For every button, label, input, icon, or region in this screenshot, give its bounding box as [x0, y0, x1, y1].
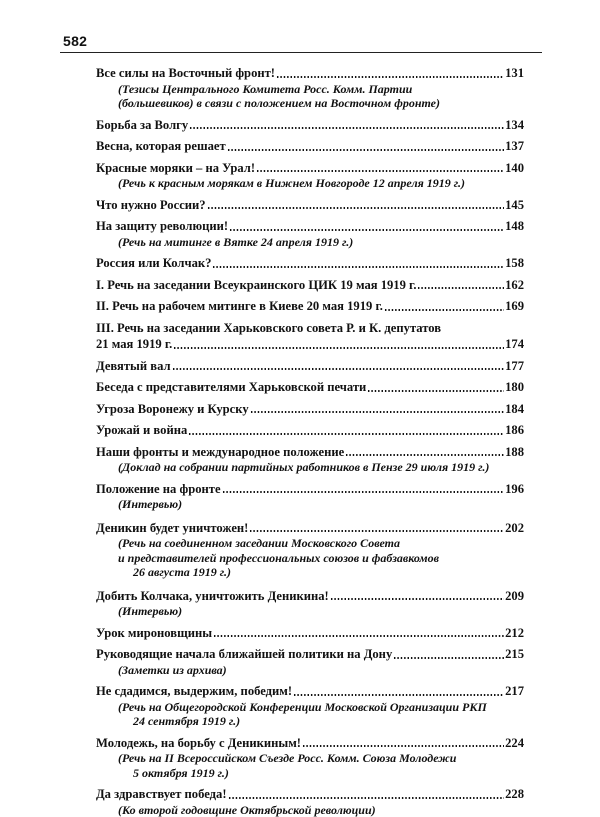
dot-leader — [276, 76, 504, 78]
toc-entry-note: (Речь на митинге в Вятке 24 апреля 1919 г.) — [96, 235, 524, 250]
toc-entry-page: 145 — [505, 197, 524, 214]
toc-entry-page: 215 — [505, 646, 524, 663]
toc-entry-page: 158 — [505, 255, 524, 272]
dot-leader — [228, 797, 505, 799]
toc-entry-title: Не сдадимся, выдержим, победим! — [96, 683, 292, 700]
dot-leader — [384, 309, 504, 311]
dot-leader — [393, 657, 504, 659]
toc-entry-title: Наши фронты и международное положение — [96, 444, 344, 461]
toc-entry-page: 202 — [505, 520, 524, 537]
toc-entry-title: Да здравствует победа! — [96, 786, 227, 803]
toc-entry — [96, 444, 524, 475]
dot-leader — [189, 127, 504, 129]
dot-leader — [222, 491, 505, 493]
toc-entry-note: (Доклад на собрании партийных работников в Пензе 29 июля 1919 г.) — [96, 460, 524, 475]
toc-entry-page: 186 — [505, 422, 524, 439]
dot-leader — [302, 745, 504, 747]
toc-entry-page: 162 — [505, 277, 524, 294]
toc-entry-title: Весна, которая решает — [96, 138, 226, 155]
page-number: 582 — [63, 33, 87, 49]
toc-entry-note: (Речь на соединенном заседании Московского Совета — [96, 536, 524, 551]
dot-leader — [250, 411, 504, 413]
toc-entry-page: 217 — [505, 683, 524, 700]
toc-entry — [96, 117, 524, 134]
toc-entry-note: (Заметки из архива) — [96, 663, 524, 678]
toc-entry — [96, 65, 524, 111]
toc-entry-title: На защиту революции! — [96, 218, 228, 235]
dot-leader — [227, 149, 504, 151]
toc-entry-title: Борьба за Волгу — [96, 117, 188, 134]
toc-entry — [96, 625, 524, 642]
toc-entry-title: Красные моряки – на Урал! — [96, 160, 255, 177]
toc-entry-page: 184 — [505, 401, 524, 418]
toc-entry-title: I. Речь на заседании Всеукраинского ЦИК 19 мая 1919 г. — [96, 277, 416, 294]
toc-entry-note: 24 сентября 1919 г.) — [96, 714, 524, 729]
toc-entry — [96, 588, 524, 619]
toc-entry-title: Молодежь, на борьбу с Деникиным! — [96, 735, 301, 752]
toc-entry-title-cont: 21 мая 1919 г. — [96, 336, 172, 353]
dot-leader — [345, 454, 504, 456]
toc-entry-title: Добить Колчака, уничтожить Деникина! — [96, 588, 329, 605]
toc-entry-title: Все силы на Восточный фронт! — [96, 65, 275, 82]
toc-entry-note: (Речь на II Всероссийском Съезде Росс. Комм. Союза Молодежи — [96, 751, 524, 766]
toc-entry-page: 174 — [505, 336, 524, 353]
toc-entry — [96, 683, 524, 729]
dot-leader — [256, 170, 504, 172]
toc-entry-title: Что нужно России? — [96, 197, 206, 214]
toc-entry — [96, 735, 524, 781]
toc-entry-title: Беседа с представителями Харьковской печати — [96, 379, 366, 396]
toc-entry-title: Руководящие начала ближайшей политики на Дону — [96, 646, 392, 663]
toc-entry-note: (Тезисы Центрального Комитета Росс. Комм. Партии — [96, 82, 524, 97]
toc-entry — [96, 197, 524, 214]
toc-entry-page: 228 — [505, 786, 524, 803]
toc-entry-page: 134 — [505, 117, 524, 134]
toc-entry-page: 196 — [505, 481, 524, 498]
dot-leader — [207, 207, 505, 209]
toc-entry-title: Положение на фронте — [96, 481, 221, 498]
toc-entry-title: II. Речь на рабочем митинге в Киеве 20 мая 1919 г. — [96, 298, 383, 315]
toc-entry — [96, 786, 524, 817]
toc-entry-title: III. Речь на заседании Харьковского совета Р. и К. депутатов — [96, 320, 524, 337]
toc-entry-note: (Речь к красным морякам в Нижнем Новгороде 12 апреля 1919 г.) — [96, 176, 524, 191]
dot-leader — [249, 530, 504, 532]
toc-entry-page: 137 — [505, 138, 524, 155]
toc-entry-note: и представителей профессиональных союзов и фабзавкомов — [96, 551, 524, 566]
toc-entry-page: 169 — [505, 298, 524, 315]
toc-entry — [96, 646, 524, 677]
toc-entry — [96, 255, 524, 272]
toc-entry-page: 177 — [505, 358, 524, 375]
toc-entry — [96, 379, 524, 396]
toc-entry — [96, 160, 524, 191]
toc-entry-title: Россия или Колчак? — [96, 255, 211, 272]
toc-entry — [96, 401, 524, 418]
toc-entry-title: Девятый вал — [96, 358, 171, 375]
toc-entry — [96, 298, 524, 315]
toc-entry-page: 140 — [505, 160, 524, 177]
toc-entry-note: (Речь на Общегородской Конференции Московской Организации РКП — [96, 700, 524, 715]
toc-entry — [96, 481, 524, 512]
toc-entry-note: (Ко второй годовщине Октябрьской революции) — [96, 803, 524, 817]
toc-entry — [96, 218, 524, 249]
dot-leader — [212, 266, 504, 268]
dot-leader — [172, 368, 505, 370]
toc-entry-page: 131 — [505, 65, 524, 82]
toc-entry-title: Урожай и война — [96, 422, 187, 439]
toc-entry-note: (Интервью) — [96, 604, 524, 619]
toc-entry-page: 212 — [505, 625, 524, 642]
toc-entry-page: 180 — [505, 379, 524, 396]
toc-entry-title: Деникин будет уничтожен! — [96, 520, 248, 537]
toc-entry — [96, 358, 524, 375]
toc-entry-page: 188 — [505, 444, 524, 461]
toc-entry — [96, 422, 524, 439]
toc-entry-note: 26 августа 1919 г.) — [96, 565, 524, 580]
toc-entry-note: (Интервью) — [96, 497, 524, 512]
dot-leader — [173, 347, 504, 349]
dot-leader — [367, 390, 504, 392]
toc-entry-title: Урок мироновщины — [96, 625, 212, 642]
header-rule — [60, 52, 542, 53]
dot-leader — [293, 694, 504, 696]
toc-entry-page: 224 — [505, 735, 524, 752]
toc-entry — [96, 520, 524, 580]
dot-leader — [330, 598, 504, 600]
toc-entry — [96, 320, 524, 353]
dot-leader — [417, 287, 504, 289]
toc-entry-note: (большевиков) в связи с положением на Восточном фронте) — [96, 96, 524, 111]
toc-entry-page: 209 — [505, 588, 524, 605]
dot-leader — [188, 433, 504, 435]
toc-entry-title: Угроза Воронежу и Курску — [96, 401, 249, 418]
toc-entry-note: 5 октября 1919 г.) — [96, 766, 524, 781]
toc-entry — [96, 138, 524, 155]
toc-entry — [96, 277, 524, 294]
table-of-contents — [96, 65, 524, 817]
dot-leader — [213, 635, 504, 637]
toc-entry-page: 148 — [505, 218, 524, 235]
dot-leader — [229, 229, 504, 231]
